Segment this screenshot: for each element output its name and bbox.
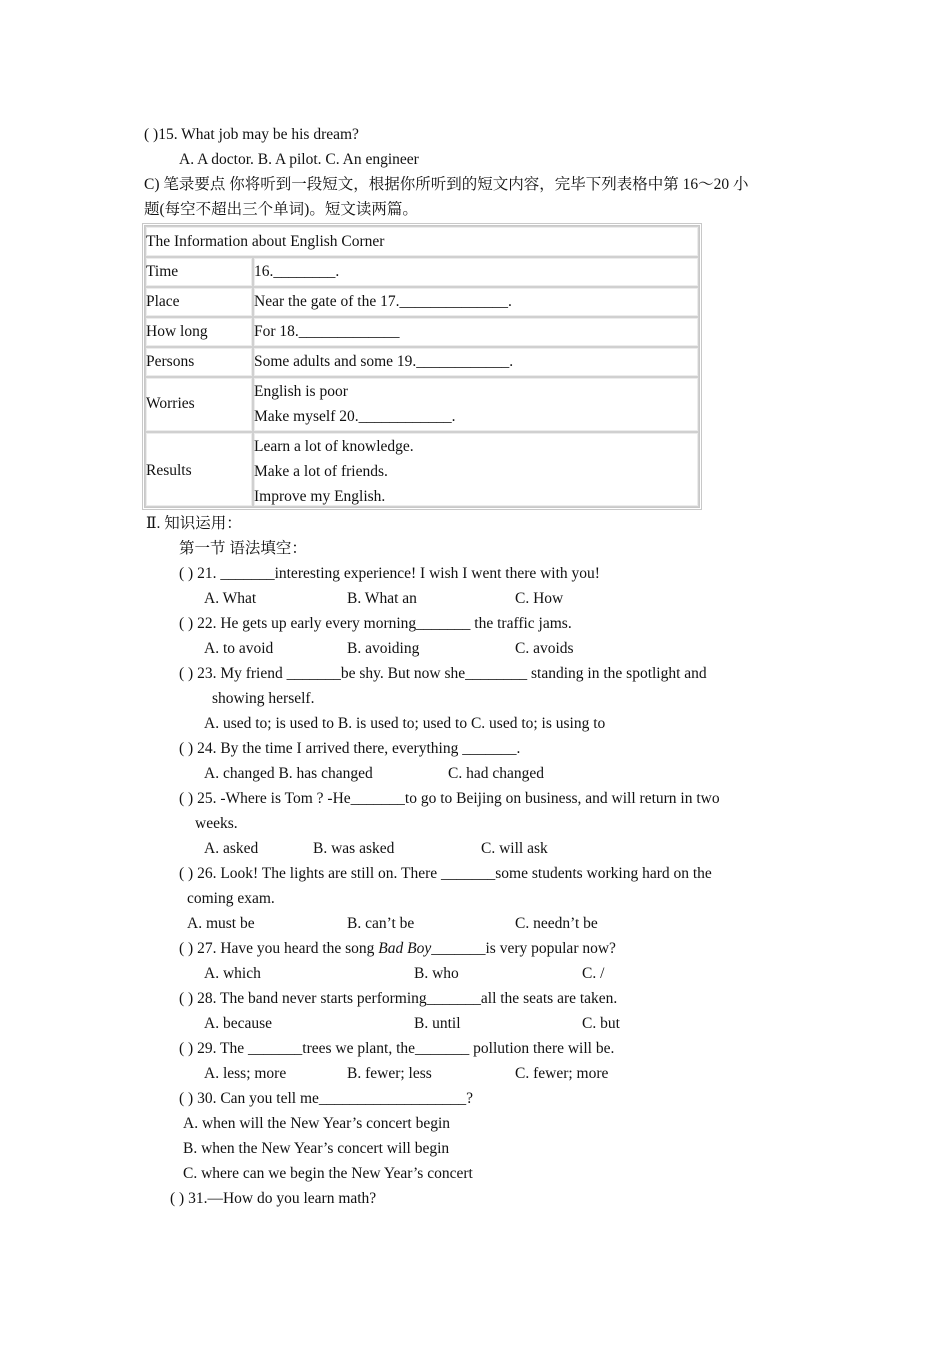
option: B. until bbox=[414, 1015, 461, 1032]
question-stem: ( ) 29. The _______trees we plant, the_______ pollution there will be. bbox=[179, 1040, 615, 1057]
value-cell-time bbox=[253, 257, 699, 287]
song-title: Bad Boy bbox=[378, 940, 432, 957]
row-value-line: Improve my English. bbox=[254, 488, 386, 505]
row-value: Near the gate of the 17.______________. bbox=[254, 293, 512, 310]
row-value: 16.________. bbox=[254, 263, 340, 280]
option: A. asked bbox=[204, 840, 259, 857]
row-label: Persons bbox=[146, 353, 195, 370]
option: C. had changed bbox=[448, 765, 544, 782]
option: A. to avoid bbox=[204, 640, 274, 657]
value-cell-persons bbox=[253, 347, 699, 377]
question-stem: ( ) 22. He gets up early every morning_______ the traffic jams. bbox=[179, 615, 572, 632]
option: C. where can we begin the New Year’s concert bbox=[183, 1165, 473, 1182]
value-cell-place bbox=[253, 287, 699, 317]
option: A. which bbox=[204, 965, 261, 982]
question-stem: ( ) 24. By the time I arrived there, everything _______. bbox=[179, 740, 521, 757]
option: A. when will the New Year’s concert begin bbox=[183, 1115, 451, 1132]
option: B. when the New Year’s concert will begin bbox=[183, 1140, 450, 1157]
question-stem: ( ) 31.—How do you learn math? bbox=[170, 1190, 377, 1207]
label-cell-persons bbox=[145, 347, 253, 377]
label-cell-results bbox=[145, 432, 253, 507]
label-cell-worries bbox=[145, 377, 253, 432]
question-stem: ( ) 30. Can you tell me___________________? bbox=[179, 1090, 474, 1107]
row-value-line: Make myself 20.____________. bbox=[254, 408, 456, 425]
option: A. changed B. has changed bbox=[204, 765, 373, 782]
label-cell-how-long bbox=[145, 317, 253, 347]
value-cell-how-long bbox=[253, 317, 699, 347]
english-corner-table bbox=[142, 223, 702, 510]
question-stem-cont: coming exam. bbox=[187, 890, 275, 907]
option: C. will ask bbox=[481, 840, 548, 857]
q15-question: ( )15. What job may be his dream? bbox=[144, 126, 359, 143]
option: C. / bbox=[582, 965, 605, 982]
row-label: Results bbox=[146, 462, 192, 479]
option: C. needn’t be bbox=[515, 915, 598, 932]
row-label: How long bbox=[146, 323, 208, 340]
option: B. can’t be bbox=[347, 915, 415, 932]
option: B. who bbox=[414, 965, 459, 982]
value-cell-results bbox=[253, 432, 699, 507]
question-stem bbox=[179, 939, 616, 959]
question-stem-cont: showing herself. bbox=[212, 690, 315, 707]
option: B. was asked bbox=[313, 840, 395, 857]
section-c-instruction: C) 笔录要点 你将听到一段短文，根据你所听到的短文内容，完毕下列表格中第 16～20 小 bbox=[144, 176, 749, 193]
option: A. What bbox=[204, 590, 257, 607]
row-label: Worries bbox=[146, 395, 195, 412]
question-stem: ( ) 26. Look! The lights are still on. There _______some students working hard on the bbox=[179, 865, 712, 882]
option: A. used to; is used to B. is used to; used to C. used to; is using to bbox=[204, 715, 606, 732]
row-label: Time bbox=[146, 263, 179, 280]
option: A. because bbox=[204, 1015, 272, 1032]
option: C. but bbox=[582, 1015, 620, 1032]
q15-options: A. A doctor. B. A pilot. C. An engineer bbox=[179, 151, 419, 168]
value-cell-worries bbox=[253, 377, 699, 432]
question-stem: ( ) 21. _______interesting experience! I wish I went there with you! bbox=[179, 565, 600, 582]
question-stem: ( ) 23. My friend _______be shy. But now she________ standing in the spotlight and bbox=[179, 665, 707, 682]
option: C. avoids bbox=[515, 640, 574, 657]
option: B. fewer; less bbox=[347, 1065, 432, 1082]
row-value-line: Make a lot of friends. bbox=[254, 463, 388, 480]
part2-subheading: 第一节 语法填空： bbox=[179, 540, 307, 557]
stem-text: _______is very popular now? bbox=[431, 940, 616, 957]
row-value-line: English is poor bbox=[254, 383, 348, 400]
option: A. must be bbox=[187, 915, 255, 932]
option: B. avoiding bbox=[347, 640, 420, 657]
option: C. fewer; more bbox=[515, 1065, 609, 1082]
stem-text: ( ) 27. Have you heard the song bbox=[179, 940, 379, 957]
section-c-instruction-cont: 题(每空不超出三个单词)。短文读两篇。 bbox=[144, 201, 418, 218]
table-title-cell bbox=[145, 226, 699, 257]
row-value-line: Learn a lot of knowledge. bbox=[254, 438, 414, 455]
table-title: The Information about English Corner bbox=[146, 233, 385, 250]
part2-heading: Ⅱ. 知识运用： bbox=[146, 515, 242, 532]
option: A. less; more bbox=[204, 1065, 287, 1082]
label-cell-place bbox=[145, 287, 253, 317]
label-cell-time bbox=[145, 257, 253, 287]
row-value: Some adults and some 19.____________. bbox=[254, 353, 514, 370]
question-stem: ( ) 28. The band never starts performing_______all the seats are taken. bbox=[179, 990, 618, 1007]
row-label: Place bbox=[146, 293, 180, 310]
option: C. How bbox=[515, 590, 564, 607]
question-stem-cont: weeks. bbox=[195, 815, 238, 832]
question-stem: ( ) 25. -Where is Tom ? -He_______to go to Beijing on business, and will return in two bbox=[179, 790, 720, 807]
option: B. What an bbox=[347, 590, 417, 607]
row-value: For 18._____________ bbox=[254, 323, 400, 340]
